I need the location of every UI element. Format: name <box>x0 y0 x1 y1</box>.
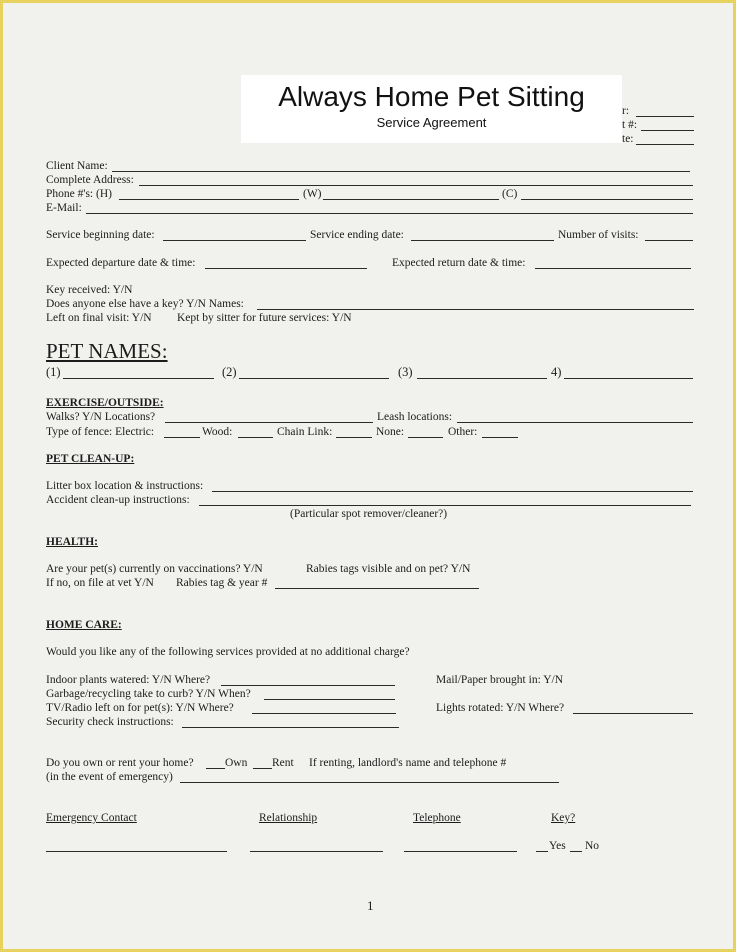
vaccinations-label: Are your pet(s) currently on vaccinations? Y/N <box>46 563 263 575</box>
garbage-field[interactable] <box>264 699 395 700</box>
key-received-label: Key received: Y/N <box>46 284 133 296</box>
home-care-question: Would you like any of the following services provided at no additional charge? <box>46 646 410 658</box>
pet-4-label: 4) <box>551 365 562 379</box>
return-field[interactable] <box>535 268 691 269</box>
security-field[interactable] <box>182 727 399 728</box>
leash-field[interactable] <box>457 422 693 423</box>
health-heading: HEALTH: <box>46 536 98 548</box>
service-end-label: Service ending date: <box>310 229 404 241</box>
title-box <box>241 75 622 143</box>
departure-label: Expected departure date & time: <box>46 257 196 269</box>
header-field-1-line[interactable] <box>636 116 694 117</box>
vet-file-label: If no, on file at vet Y/N <box>46 577 154 589</box>
security-label: Security check instructions: <box>46 716 174 728</box>
left-final-label: Left on final visit: Y/N <box>46 312 152 324</box>
visits-field[interactable] <box>645 240 693 241</box>
lights-field[interactable] <box>573 713 693 714</box>
tv-radio-label: TV/Radio left on for pet(s): Y/N Where? <box>46 702 234 714</box>
phone-work-label: (W) <box>303 188 322 200</box>
fence-electric-label: Type of fence: Electric: <box>46 426 155 438</box>
phone-work-field[interactable] <box>323 199 499 200</box>
plants-field[interactable] <box>221 685 395 686</box>
other-key-names-field[interactable] <box>257 309 694 310</box>
client-name-field[interactable] <box>112 171 690 172</box>
litter-field[interactable] <box>212 491 693 492</box>
pet-2-label: (2) <box>222 365 237 379</box>
phone-home-field[interactable] <box>119 199 299 200</box>
pet-2-field[interactable] <box>239 378 389 379</box>
header-field-1: r: <box>622 105 630 117</box>
header-field-3-line[interactable] <box>636 144 694 145</box>
address-field[interactable] <box>139 185 693 186</box>
garbage-label: Garbage/recycling take to curb? Y/N When? <box>46 688 251 700</box>
emergency-contact-header: Emergency Contact <box>46 812 137 824</box>
rabies-tag-label: Rabies tag & year # <box>176 577 268 589</box>
client-name-label: Client Name: <box>46 160 108 172</box>
home-care-heading: HOME CARE: <box>46 619 122 631</box>
key-yes-label: Yes <box>549 840 566 852</box>
phone-cell-label: (C) <box>502 188 518 200</box>
landlord-label: If renting, landlord's name and telephone # <box>309 757 507 769</box>
email-label: E-Mail: <box>46 202 82 214</box>
fence-other-label: Other: <box>448 426 478 438</box>
fence-none-field[interactable] <box>408 437 443 438</box>
mail-label: Mail/Paper brought in: Y/N <box>436 674 564 686</box>
fence-other-field[interactable] <box>482 437 518 438</box>
telephone-field[interactable] <box>404 851 517 852</box>
emergency-note: (in the event of emergency) <box>46 771 173 783</box>
key-no-label: No <box>585 840 600 852</box>
fence-electric-field[interactable] <box>164 437 200 438</box>
key-header: Key? <box>551 812 576 824</box>
pet-1-field[interactable] <box>63 378 214 379</box>
fence-chain-field[interactable] <box>336 437 372 438</box>
phone-home-label: Phone #'s: (H) <box>46 188 112 200</box>
email-field[interactable] <box>86 213 693 214</box>
address-label: Complete Address: <box>46 174 134 186</box>
key-yes-field[interactable] <box>536 851 548 852</box>
pet-names-heading: PET NAMES: <box>46 339 168 363</box>
own-field[interactable] <box>206 768 225 769</box>
tv-radio-field[interactable] <box>252 713 396 714</box>
header-field-2-line[interactable] <box>641 130 694 131</box>
own-rent-question: Do you own or rent your home? <box>46 757 194 769</box>
cleanup-heading: PET CLEAN-UP: <box>46 453 135 465</box>
kept-sitter-label: Kept by sitter for future services: Y/N <box>177 312 352 324</box>
key-no-field[interactable] <box>570 851 582 852</box>
rabies-visible-label: Rabies tags visible and on pet? Y/N <box>306 563 471 575</box>
document-subtitle: Service Agreement <box>376 115 487 130</box>
walks-label: Walks? Y/N Locations? <box>46 411 156 423</box>
header-field-3: te: <box>622 133 634 145</box>
fence-chain-label: Chain Link: <box>277 426 333 438</box>
visits-label: Number of visits: <box>558 229 639 241</box>
fence-wood-field[interactable] <box>238 437 273 438</box>
pet-3-label: (3) <box>398 365 413 379</box>
service-begin-field[interactable] <box>163 240 306 241</box>
accident-label: Accident clean-up instructions: <box>46 494 190 506</box>
rent-field[interactable] <box>253 768 272 769</box>
fence-none-label: None: <box>376 426 405 438</box>
walks-field[interactable] <box>165 422 373 423</box>
departure-field[interactable] <box>205 268 367 269</box>
service-end-field[interactable] <box>411 240 554 241</box>
lights-label: Lights rotated: Y/N Where? <box>436 702 565 714</box>
litter-label: Litter box location & instructions: <box>46 480 204 492</box>
phone-cell-field[interactable] <box>521 199 693 200</box>
document-title: Always Home Pet Sitting <box>278 81 585 112</box>
exercise-heading: EXERCISE/OUTSIDE: <box>46 397 164 409</box>
rabies-tag-field[interactable] <box>275 588 479 589</box>
telephone-header: Telephone <box>413 812 461 824</box>
rent-label: Rent <box>272 757 294 769</box>
pet-4-field[interactable] <box>564 378 693 379</box>
leash-label: Leash locations: <box>377 411 453 423</box>
relationship-field[interactable] <box>250 851 383 852</box>
emergency-contact-field[interactable] <box>46 851 227 852</box>
fence-wood-label: Wood: <box>202 426 233 438</box>
service-begin-label: Service beginning date: <box>46 229 155 241</box>
accident-field[interactable] <box>199 505 691 506</box>
header-field-2: t #: <box>622 119 638 131</box>
plants-label: Indoor plants watered: Y/N Where? <box>46 674 211 686</box>
return-label: Expected return date & time: <box>392 257 526 269</box>
page-number: 1 <box>367 898 374 913</box>
landlord-field[interactable] <box>180 782 559 783</box>
spot-remover-note: (Particular spot remover/cleaner?) <box>290 508 448 520</box>
pet-1-label: (1) <box>46 365 61 379</box>
own-label: Own <box>225 757 248 769</box>
relationship-header: Relationship <box>259 812 318 824</box>
pet-3-field[interactable] <box>417 378 547 379</box>
other-key-label: Does anyone else have a key? Y/N Names: <box>46 298 244 310</box>
